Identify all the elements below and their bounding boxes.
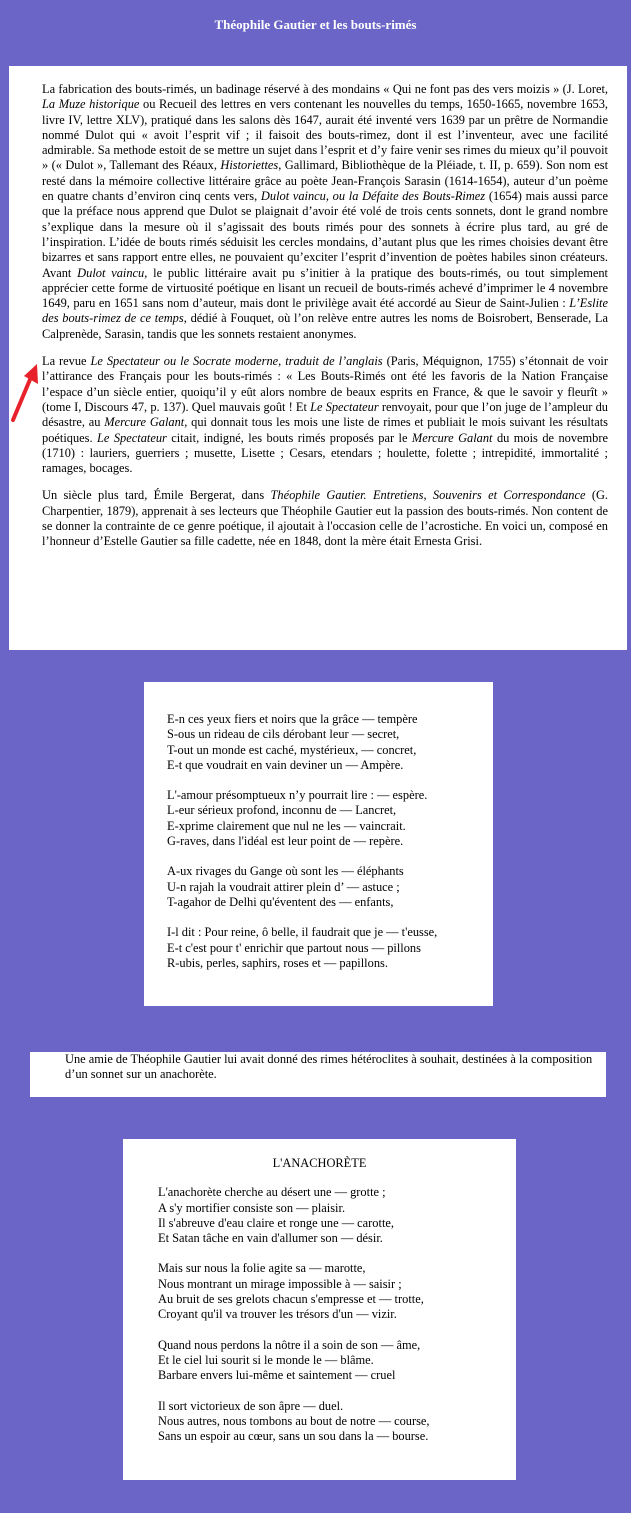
- poem-line: T-agahor de Delhi qu'éventent des — enfants,: [167, 894, 394, 909]
- poem-line: L'anachorète cherche au désert une — grotte ;: [158, 1185, 386, 1200]
- poem-stanza: [167, 712, 493, 773]
- poem-stanza: [158, 1261, 516, 1322]
- red-arrow-icon: [10, 362, 40, 422]
- poem-line: Sans un espoir au cœur, sans un sou dans la — bourse.: [158, 1429, 429, 1444]
- paragraph-text: ou Recueil des lettres en vers contenant les nouvelles du temps, 1650-1665, novembre 1653, livre IV, lettre XLV), pratiqué dans les salons dès 1647, aurait été inventé vers 1639 par un prêtre de Normandie nommé Dulot qui « avoit l’esprit vif ; il faisoit des bouts-rimez, dont il est l’inventeur, avec une facilité admirable. Sa methode estoit de se mettre un sujet dans l’esprit et d’y faire venir ses rimes du mieux qu’il pouvoit » (« Dulot », Tallemant des Réaux,: [42, 97, 608, 173]
- poem-line: E-t que voudrait en vain deviner un — Ampère.: [167, 757, 404, 772]
- note-text: Une amie de Théophile Gautier lui avait donné des rimes hétéroclites à souhait, destinées à la composition d’un sonnet sur un anachorète.: [65, 1052, 593, 1082]
- poem-line: L'-amour présomptueux n’y pourrait lire : — espère.: [167, 788, 428, 803]
- paragraph-text: Un siècle plus tard, Émile Bergerat, dans: [42, 488, 271, 503]
- italic-title-text: Mercure Galant: [411, 430, 493, 445]
- poem-title: L'ANACHORÈTE: [272, 1156, 367, 1170]
- italic-title-text: Le Spectateur: [310, 399, 379, 414]
- italic-title-text: Le Spectateur ou le Socrate moderne, traduit de l’anglais: [90, 354, 383, 369]
- italic-title-text: La Muze historique: [42, 97, 140, 112]
- acrostic-poem-panel: [144, 682, 493, 1006]
- italic-title-text: Mercure Galant: [104, 415, 185, 430]
- poem-line: Croyant qu'il va trouver les trésors d'un — vizir.: [158, 1307, 397, 1322]
- poem-stanza: [167, 788, 493, 849]
- acrostic-poem: [167, 712, 493, 971]
- poem-line: E-t c'est pour t' enrichir que partout nous — pillons: [167, 940, 421, 955]
- intro-paragraph-1: [42, 82, 608, 342]
- poem-stanza: [158, 1185, 516, 1246]
- page-title: Théophile Gautier et les bouts-rimés: [214, 17, 417, 32]
- intro-paragraph-2: [42, 354, 608, 476]
- paragraph-text: , Gallimard, Bibliothèque de la Pléiade, t. II, p. 659). Son nom est resté dans la mémoire collective littéraire grâce au poète Jean-François Sarasin (1614-1654), auteur d’un poème en quatre chants d’environ cinq cents vers,: [42, 158, 609, 204]
- intro-text-panel: [9, 66, 627, 650]
- poem-line: Barbare envers lui-même et saintement — cruel: [158, 1368, 396, 1383]
- poem-line: Nous autres, nous tombons au bout de notre — course,: [158, 1413, 430, 1428]
- poem-stanza: [167, 925, 493, 971]
- poem-line: A s'y mortifier consiste son — plaisir.: [158, 1200, 346, 1215]
- paragraph-text: , qui donnait tous les mois une liste de rimes et publiait le mois suivant les résultats poétiques.: [42, 415, 608, 445]
- paragraph-text: La fabrication des bouts-rimés, un badinage réservé à des mondains « Qui ne font pas des vers moizis » (J. Loret,: [42, 82, 608, 96]
- paragraph-text: citait, indigné, les bouts rimés proposés par le: [166, 430, 412, 445]
- poem-line: Quand nous perdons la nôtre il a soin de son — âme,: [158, 1337, 421, 1352]
- intro-paragraph-3: [42, 488, 608, 549]
- paragraph-text: (G. Charpentier, 1879), apprenait à ses lecteurs que Théophile Gautier eut la passion des bouts-rimés. Non content de se donner la contrainte de ce genre poétique, il ajoutait à l'occasion celle de l’acrostiche. En voici un, composé en l’honneur d’Estelle Gautier sa fille cadette, née en 1848, dont la mère était Ernesta Grisi.: [42, 488, 608, 549]
- poem-line: Il sort victorieux de son âpre — duel.: [158, 1398, 344, 1413]
- paragraph-text: La revue: [42, 354, 91, 369]
- poem-line: E-n ces yeux fiers et noirs que la grâce — tempère: [167, 712, 418, 726]
- paragraph-text: , dédié à Fouquet, où l’on relève entre autres les noms de Boisrobert, Benserade, La Calprenède, Sarasin, tandis que les sonnets restaient anonymes.: [42, 311, 609, 341]
- paragraph-text: (Paris, Méquignon, 1755) s’étonnait de voir l’attirance des Français pour les bouts-rimés : « Les Bouts-Rimés ont été les favoris de la Nation Françaisе l’espace d’un siècle entier, quoiqu’il y eût alors nombre de beaux esprits en France, & que le savoir y fleurît » (tome I, Discours 47, p. 137). Quel mauvais goût ! Et: [42, 354, 609, 414]
- poem-line: I-l dit : Pour reine, ô belle, il faudrait que je — t'eusse,: [167, 925, 438, 940]
- poem-line: Nous montrant un mirage impossible à — saisir ;: [158, 1276, 402, 1291]
- italic-title-text: Historiettes: [220, 158, 279, 173]
- poem-line: T-out un monde est caché, mystérieux, — concret,: [167, 742, 417, 757]
- paragraph-text: du mois de novembre (1710) : lauriers, guerriers ; musette, Lisette ; Cesars, etendars ; houlette, folette ; intrepidité, immortalité ; ramages, bocages.: [42, 430, 609, 476]
- poem-line: Et Satan tâche en vain d'allumer son — désir.: [158, 1231, 383, 1246]
- italic-title-text: L’Eslite des bouts-rimez de ce temps: [42, 296, 608, 326]
- poem-line: S-ous un rideau de cils dérobant leur — secret,: [167, 727, 400, 742]
- italic-title-text: Le Spectateur: [97, 430, 167, 445]
- italic-title-text: Dulot vaincu, ou la Défaite des Bouts-Rimez: [260, 189, 486, 204]
- poem-line: Mais sur nous la folie agite sa — marotte,: [158, 1261, 366, 1276]
- paragraph-text: renvoyait, pour que l’on juge de l’ampleur du désastre, au: [42, 399, 608, 430]
- poem-stanza: [167, 864, 493, 910]
- poem-line: R-ubis, perles, saphirs, roses et — papillons.: [167, 955, 388, 970]
- note-panel: [30, 1052, 606, 1097]
- anachorete-poem: [158, 1185, 516, 1444]
- paragraph-text: , le public littéraire avait pu s’initier à la pratique des bouts-rimés, ou tout simplement apprécier cette forme de virtuosité poétique en lisant un recueil de bouts-rimés achevé d’imprimer le 4 novembre 1649, paru en 1651 sans nom d’auteur, mais dont le privilège avait été accordé au Sieur de Saint-Julien :: [42, 265, 608, 311]
- poem-line: Il s'abreuve d'eau claire et ronge une — carotte,: [158, 1215, 394, 1230]
- poem-line: Au bruit de ses grelots chacun s'empresse et — trotte,: [158, 1292, 424, 1307]
- italic-title-text: Théophile Gautier. Entretiens, Souvenirs et Correspondance: [270, 488, 586, 503]
- poem-line: Et le ciel lui sourit si le monde le — blâme.: [158, 1352, 374, 1367]
- poem-line: G-raves, dans l'idéal est leur point de — repère.: [167, 834, 404, 849]
- paragraph-text: (1654) mais aussi parce que la préface nous apprend que Dulot se plaignait d’avoir été volé de trois cents sonnets, dont le grand nombre s’explique dans la mesure où il s’agissait des bouts rimés pour des sonnets à écrire plus tard, au gré de l’inspiration. L’idée de bouts rimés séduisit les cercles mondains, d’autant plus que les rimes choisies devant être bizarres et sans rapport entre elles, ne pouvaient qu’exciter l’esprit d’invention de poètes habiles sinon créateurs. Avant: [42, 189, 608, 280]
- italic-title-text: Dulot vaincu: [77, 265, 145, 280]
- poem-stanza: [158, 1399, 516, 1445]
- poem-line: A-ux rivages du Gange où sont les — éléphants: [167, 864, 404, 879]
- poem-line: L-eur sérieux profond, inconnu de — Lancret,: [167, 803, 397, 818]
- anachorete-poem-panel: [123, 1139, 516, 1480]
- poem-line: E-xprime clairement que nul ne les — vaincrait.: [167, 818, 406, 833]
- poem-stanza: [158, 1338, 516, 1384]
- poem-line: U-n rajah la voudrait attirer plein d’ — astuce ;: [167, 879, 400, 894]
